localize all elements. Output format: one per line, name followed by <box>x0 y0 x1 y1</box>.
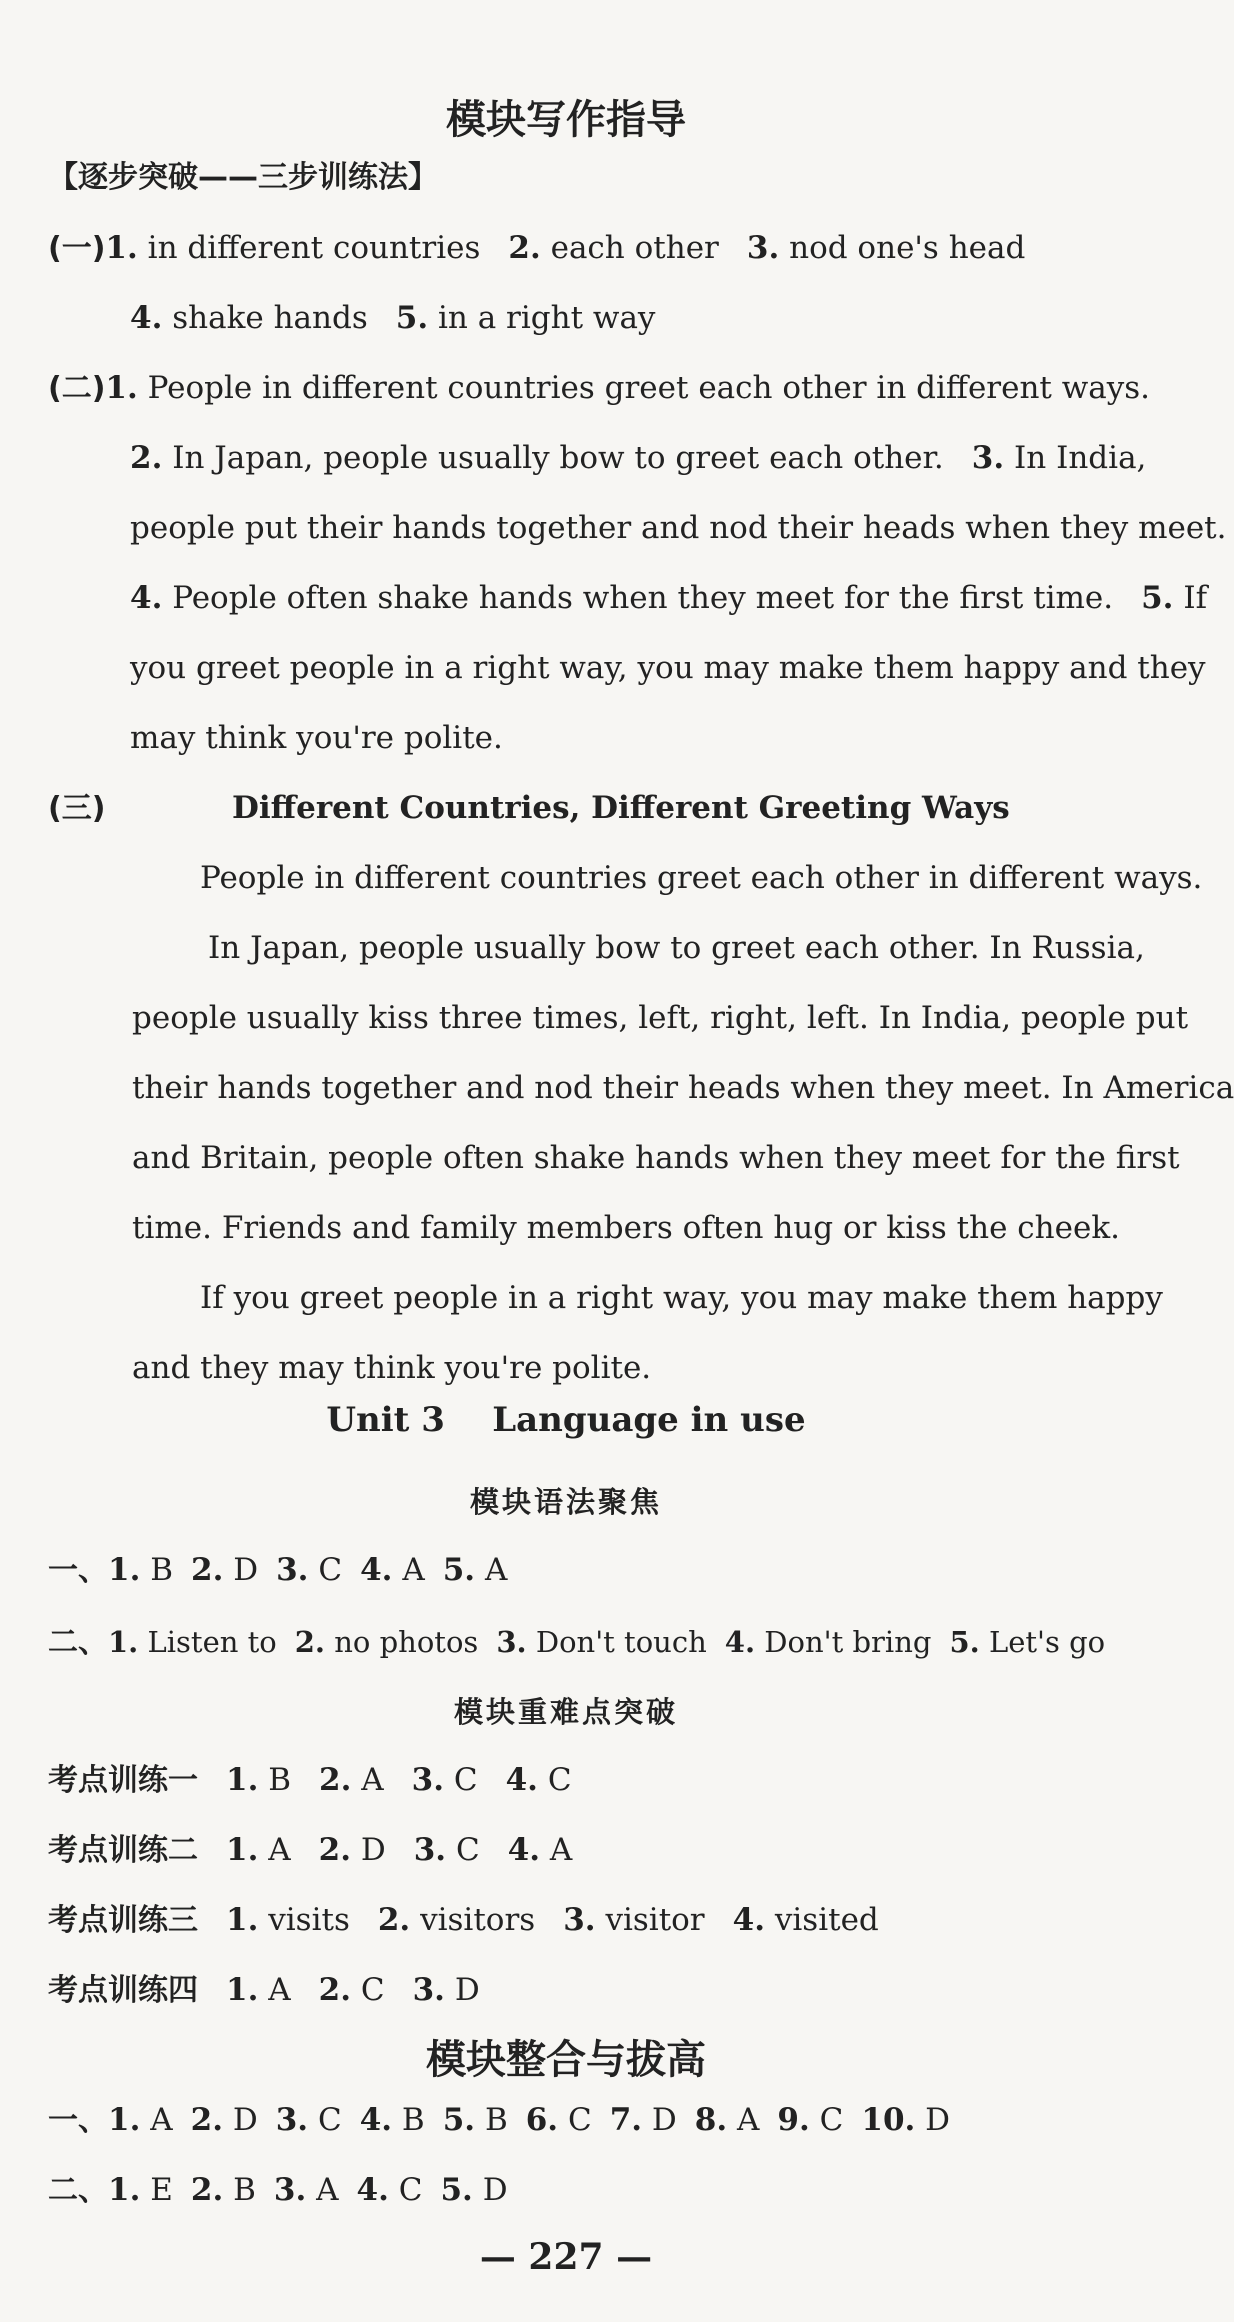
answer: C <box>318 1552 343 1588</box>
grammar-row2: 二、1. Listen to 2. no photos 3. Don't touch 4. Don't bring 5. Let's go <box>48 1625 1106 1660</box>
answer: Don't touch <box>535 1625 707 1659</box>
drill-row: 考点训练三 1. visits 2. visitors 3. visitor 4. visited <box>48 1902 879 1938</box>
integration-title: 模块整合与拔高 <box>426 2036 706 2083</box>
part2-line1: (二)1. People in different countries greet each other in different ways. <box>48 370 1151 406</box>
writing-guide-title: 模块写作指导 <box>446 96 686 143</box>
essay-line: people usually kiss three times, left, right, left. In India, people put <box>132 1000 1189 1036</box>
grammar-title: 模块语法聚焦 <box>469 1485 662 1519</box>
part3-heading-line <box>48 788 105 829</box>
drill-row: 考点训练四 1. A 2. C 3. D <box>48 1972 480 2008</box>
part2-line5: you greet people in a right way, you may make them happy and they <box>130 650 1206 686</box>
essay-line: their hands together and nod their heads when they meet. In America <box>132 1070 1234 1106</box>
answer: A <box>402 1552 425 1588</box>
part1-item: shake hands <box>172 300 368 336</box>
part1-item: nod one's head <box>789 230 1026 266</box>
essay-title: Different Countries, Different Greeting Ways <box>232 790 1010 826</box>
essay-line: In Japan, people usually bow to greet each other. In Russia, <box>208 930 1145 966</box>
part1-line2: 4. shake hands 5. in a right way <box>130 300 656 336</box>
part2-sentence: In Japan, people usually bow to greet each other. <box>172 440 944 476</box>
part2-line3: people put their hands together and nod their heads when they meet. <box>130 510 1227 546</box>
integration-row2: 二、1. E 2. B 3. A 4. C 5. D <box>48 2172 508 2208</box>
part1-item: in a right way <box>437 300 656 336</box>
essay-line: and Britain, people often shake hands when they meet for the first <box>132 1140 1180 1176</box>
unit-title: Unit 3 Language in use <box>326 1400 806 1440</box>
essay-line: and they may think you're polite. <box>132 1350 652 1386</box>
part1-item: in different countries <box>147 230 481 266</box>
essay-line: time. Friends and family members often hug or kiss the cheek. <box>132 1210 1120 1246</box>
part2-sentence: People often shake hands when they meet for the first time. <box>172 580 1114 616</box>
answer: A <box>484 1552 508 1588</box>
difficulty-title: 模块重难点突破 <box>453 1695 678 1729</box>
part2-sentence: If <box>1183 580 1208 616</box>
part2-line6: may think you're polite. <box>130 720 503 756</box>
essay-line: If you greet people in a right way, you may make them happy <box>200 1280 1163 1316</box>
answer: D <box>233 1552 259 1588</box>
grammar-row1: 一、1. B 2. D 3. C 4. A 5. A <box>48 1552 508 1588</box>
answer: Don't bring <box>764 1625 932 1659</box>
step-training-heading: 【逐步突破——三步训练法】 <box>48 160 438 195</box>
part2-line4: 4. People often shake hands when they meet for the first time. 5. If <box>130 580 1208 616</box>
answer: B <box>150 1552 174 1588</box>
drill-row: 考点训练一 1. B 2. A 3. C 4. C <box>48 1762 572 1798</box>
page-number: — 227 — <box>479 2236 653 2278</box>
part1-label: (一) <box>48 231 106 266</box>
part3-label: (三) <box>48 791 106 826</box>
part2-sentence: In India, <box>1014 440 1147 476</box>
integration-row1: 一、1. A 2. D 3. C 4. B 5. B 6. C 7. D 8. A 9. C 10. D <box>48 2102 951 2138</box>
part2-label: (二) <box>48 371 106 406</box>
part1-line1: (一)1. in different countries 2. each other 3. nod one's head <box>48 230 1026 266</box>
essay-line: People in different countries greet each other in different ways. <box>200 860 1203 896</box>
answer: Let's go <box>988 1625 1106 1659</box>
part1-item: each other <box>550 230 719 266</box>
answer: no photos <box>334 1625 479 1659</box>
drill-row: 考点训练二 1. A 2. D 3. C 4. A <box>48 1832 573 1868</box>
part2-line2: 2. In Japan, people usually bow to greet each other. 3. In India, <box>130 440 1147 476</box>
answer: Listen to <box>147 1625 277 1659</box>
part2-sentence: People in different countries greet each other in different ways. <box>147 370 1151 406</box>
